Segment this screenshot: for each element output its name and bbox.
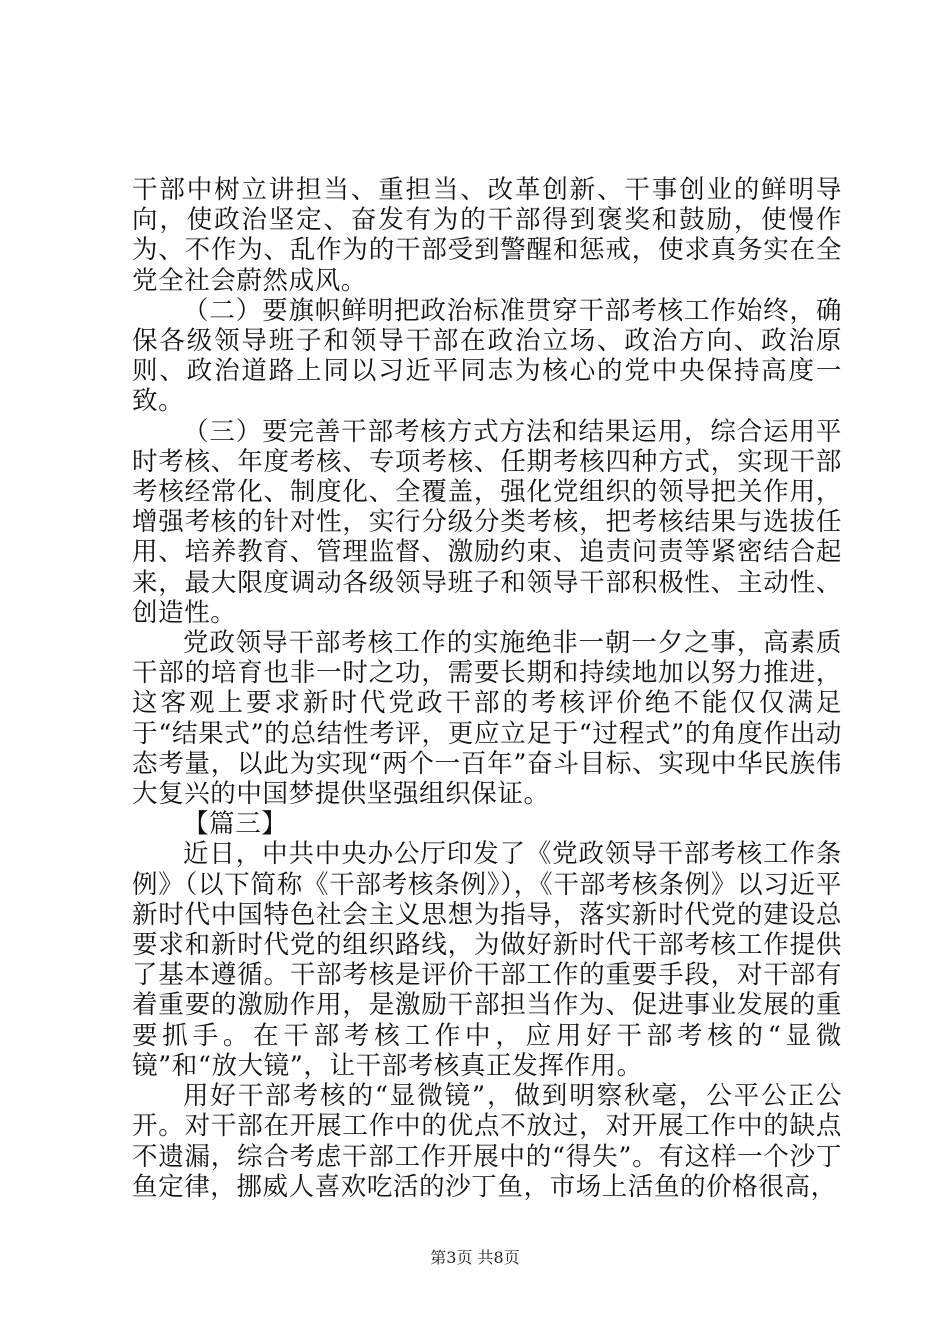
document-body (132, 175, 842, 1202)
paragraph-microscope: 用好干部考核的“显微镜”，做到明察秋毫，公平公正公开。对干部在开展工作中的优点不放过，对开展工作中的缺点不遗漏，综合考虑干部工作开展中的“得失”。有这样一个沙丁鱼定律，挪威人喜欢吃活的沙丁鱼，市场上活鱼的价格很高， (132, 1081, 842, 1202)
paragraph-summary: 党政领导干部考核工作的实施绝非一朝一夕之事，高素质干部的培育也非一时之功，需要长期和持续地加以努力推进，这客观上要求新时代党政干部的考核评价绝不能仅仅满足于“结果式”的总结性考评，更应立足于“过程式”的角度作出动态考量，以此为实现“两个一百年”奋斗目标、实现中华民族伟大复兴的中国梦提供坚强组织保证。 (132, 628, 842, 810)
section-heading-part-three: 【篇三】 (183, 809, 288, 840)
paragraph-intro-part-three: 近日，中共中央办公厅印发了《党政领导干部考核工作条例》（以下简称《干部考核条例》），《干部考核条例》以习近平新时代中国特色社会主义思想为指导，落实新时代党的建设总要求和新时代党的组织路线，为做好新时代干部考核工作提供了基本遵循。干部考核是评价干部工作的重要手段，对干部有着重要的激励作用，是激励干部担当作为、促进事业发展的重要抓手。在干部考核工作中，应用好干部考核的“显微镜”和“放大镜”，让干部考核真正发挥作用。 (132, 839, 843, 1081)
paragraph-continuation: 干部中树立讲担当、重担当、改革创新、干事创业的鲜明导向，使政治坚定、奋发有为的干部得到褒奖和鼓励，使慢作为、不作为、乱作为的干部受到警醒和惩戒，使求真务实在全党全社会蔚然成风。 (132, 175, 842, 296)
page-number-footer: 第3页 共8页 (430, 1248, 520, 1267)
paragraph-point-three: （三）要完善干部考核方式方法和结果运用，综合运用平时考核、年度考核、专项考核、任期考核四种方式，实现干部考核经常化、制度化、全覆盖，强化党组织的领导把关作用，增强考核的针对性，实行分级分类考核，把考核结果与选拔任用、培养教育、管理监督、激励约束、追责问责等紧密结合起来，最大限度调动各级领导班子和领导干部积极性、主动性、创造性。 (132, 416, 842, 628)
paragraph-point-two: （二）要旗帜鲜明把政治标准贯穿干部考核工作始终，确保各级领导班子和领导干部在政治立场、政治方向、政治原则、政治道路上同以习近平同志为核心的党中央保持高度一致。 (132, 295, 842, 417)
